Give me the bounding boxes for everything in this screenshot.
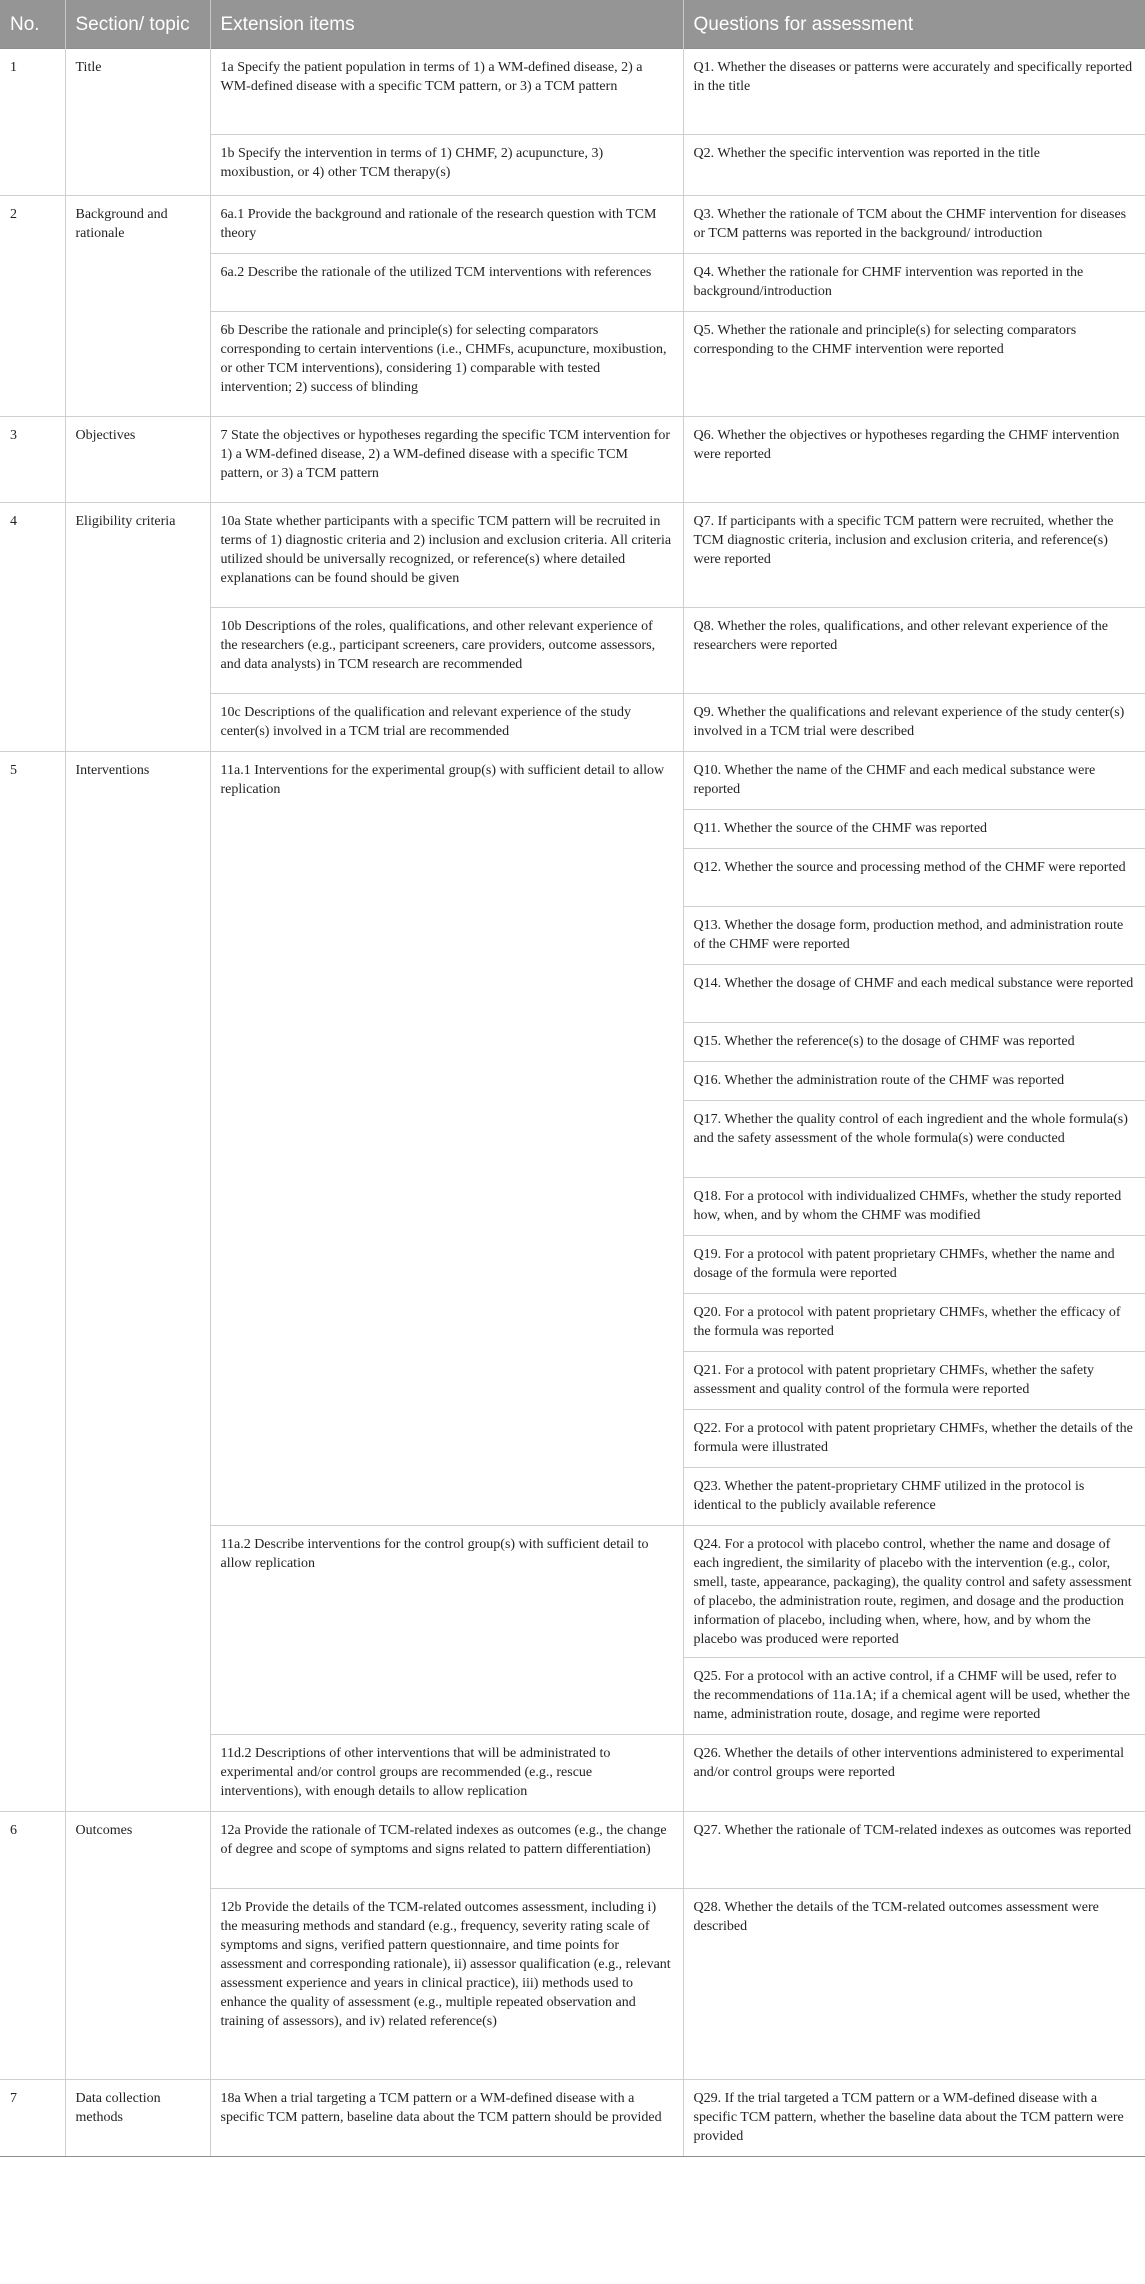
row-number: 3 [0,417,65,503]
row-number: 2 [0,196,65,417]
assessment-question: Q11. Whether the source of the CHMF was reported [683,810,1145,849]
assessment-question: Q12. Whether the source and processing method of the CHMF were reported [683,849,1145,907]
extension-item: 10b Descriptions of the roles, qualifications, and other relevant experience of the researchers (e.g., participant screeners, care providers, outcome assessors, and data analysts) in TCM research are recommended [210,608,683,694]
assessment-question: Q9. Whether the qualifications and relevant experience of the study center(s) involved in a TCM trial were described [683,694,1145,752]
assessment-question: Q2. Whether the specific intervention was reported in the title [683,135,1145,196]
assessment-question: Q19. For a protocol with patent proprietary CHMFs, whether the name and dosage of the formula were reported [683,1236,1145,1294]
header-questions: Questions for assessment [683,0,1145,49]
header-extension: Extension items [210,0,683,49]
assessment-question: Q21. For a protocol with patent proprietary CHMFs, whether the safety assessment and quality control of the formula were reported [683,1352,1145,1410]
section-topic: Background and rationale [65,196,210,417]
section-topic: Interventions [65,752,210,1812]
assessment-question: Q23. Whether the patent-proprietary CHMF utilized in the protocol is identical to the publicly available reference [683,1468,1145,1526]
extension-item: 1a Specify the patient population in terms of 1) a WM-defined disease, 2) a WM-defined disease with a specific TCM pattern, or 3) a TCM pattern [210,49,683,135]
assessment-question: Q18. For a protocol with individualized CHMFs, whether the study reported how, when, and by whom the CHMF was modified [683,1178,1145,1236]
assessment-question: Q29. If the trial targeted a TCM pattern or a WM-defined disease with a specific TCM pattern, whether the baseline data about the TCM pattern were provided [683,2080,1145,2157]
extension-item: 11a.1 Interventions for the experimental group(s) with sufficient detail to allow replication [210,752,683,1526]
assessment-question: Q1. Whether the diseases or patterns were accurately and specifically reported in the title [683,49,1145,135]
table-row [0,417,1145,503]
row-number: 5 [0,752,65,1812]
row-number: 4 [0,503,65,752]
extension-item: 12b Provide the details of the TCM-related outcomes assessment, including i) the measuring methods and standard (e.g., frequency, severity rating scale of symptoms and signs, verified pattern questionnaire, and time points for assessment and corresponding rationale), ii) assessor qualification (e.g., relevant assessment experience and years in clinical practice), iii) methods used to enhance the quality of assessment (e.g., multiple repeated observation and training of assessors), and iv) related reference(s) [210,1889,683,2080]
extension-item: 12a Provide the rationale of TCM-related indexes as outcomes (e.g., the change of degree and scope of symptoms and signs related to pattern differentiation) [210,1812,683,1889]
row-number: 1 [0,49,65,196]
section-topic: Data collection methods [65,2080,210,2157]
assessment-question: Q5. Whether the rationale and principle(s) for selecting comparators corresponding to the CHMF intervention were reported [683,312,1145,417]
extension-item: 6a.2 Describe the rationale of the utilized TCM interventions with references [210,254,683,312]
row-number: 7 [0,2080,65,2157]
extension-item: 18a When a trial targeting a TCM pattern or a WM-defined disease with a specific TCM pattern, baseline data about the TCM pattern should be provided [210,2080,683,2157]
section-topic: Title [65,49,210,196]
assessment-question: Q6. Whether the objectives or hypotheses regarding the CHMF intervention were reported [683,417,1145,503]
assessment-question: Q24. For a protocol with placebo control, whether the name and dosage of each ingredient, the similarity of placebo with the intervention (e.g., color, smell, taste, appearance, packaging), the quality control and safety assessment of placebo, the administration route, regimen, and dosage and the production information of placebo, including when, where, how, and by whom the placebo was produced were reported [683,1526,1145,1658]
extension-item: 10c Descriptions of the qualification and relevant experience of the study center(s) involved in a TCM trial are recommended [210,694,683,752]
table-row [0,196,1145,254]
extension-item: 11d.2 Descriptions of other interventions that will be administrated to experimental and/or control groups are recommended (e.g., rescue interventions), with enough details to allow replication [210,1735,683,1812]
table-row [0,1812,1145,1889]
extension-item: 10a State whether participants with a specific TCM pattern will be recruited in terms of 1) diagnostic criteria and 2) inclusion and exclusion criteria. All criteria utilized should be universally recognized, or reference(s) where detailed explanations can be found should be given [210,503,683,608]
assessment-question: Q8. Whether the roles, qualifications, and other relevant experience of the researchers were reported [683,608,1145,694]
assessment-question: Q25. For a protocol with an active control, if a CHMF will be used, refer to the recommendations of 11a.1A; if a chemical agent will be used, whether the name, administration route, dosage, and regime were reported [683,1658,1145,1735]
table-row [0,752,1145,810]
assessment-question: Q4. Whether the rationale for CHMF intervention was reported in the background/introduction [683,254,1145,312]
assessment-question: Q27. Whether the rationale of TCM-related indexes as outcomes was reported [683,1812,1145,1889]
header-no: No. [0,0,65,49]
section-topic: Outcomes [65,1812,210,2080]
assessment-question: Q28. Whether the details of the TCM-related outcomes assessment were described [683,1889,1145,2080]
header-section: Section/ topic [65,0,210,49]
assessment-question: Q3. Whether the rationale of TCM about the CHMF intervention for diseases or TCM patterns was reported in the background/ introduction [683,196,1145,254]
assessment-question: Q13. Whether the dosage form, production method, and administration route of the CHMF were reported [683,907,1145,965]
assessment-question: Q10. Whether the name of the CHMF and each medical substance were reported [683,752,1145,810]
assessment-question: Q20. For a protocol with patent proprietary CHMFs, whether the efficacy of the formula was reported [683,1294,1145,1352]
assessment-question: Q16. Whether the administration route of the CHMF was reported [683,1062,1145,1101]
assessment-question: Q17. Whether the quality control of each ingredient and the whole formula(s) and the safety assessment of the whole formula(s) were conducted [683,1101,1145,1178]
table-row [0,503,1145,608]
table-header [0,0,1145,49]
extension-item: 11a.2 Describe interventions for the control group(s) with sufficient detail to allow replication [210,1526,683,1735]
assessment-question: Q14. Whether the dosage of CHMF and each medical substance were reported [683,965,1145,1023]
section-topic: Objectives [65,417,210,503]
row-number: 6 [0,1812,65,2080]
assessment-question: Q22. For a protocol with patent proprietary CHMFs, whether the details of the formula were illustrated [683,1410,1145,1468]
extension-item: 6b Describe the rationale and principle(s) for selecting comparators corresponding to certain interventions (i.e., CHMFs, acupuncture, moxibustion, or other TCM interventions), considering 1) comparable with tested intervention; 2) success of blinding [210,312,683,417]
assessment-question: Q7. If participants with a specific TCM pattern were recruited, whether the TCM diagnostic criteria, inclusion and exclusion criteria, and reference(s) were reported [683,503,1145,608]
section-topic: Eligibility criteria [65,503,210,752]
assessment-question: Q26. Whether the details of other interventions administered to experimental and/or control groups were reported [683,1735,1145,1812]
extension-item: 6a.1 Provide the background and rationale of the research question with TCM theory [210,196,683,254]
extension-item: 7 State the objectives or hypotheses regarding the specific TCM intervention for 1) a WM-defined disease, 2) a WM-defined disease with a specific TCM pattern, or 3) a TCM pattern [210,417,683,503]
assessment-question: Q15. Whether the reference(s) to the dosage of CHMF was reported [683,1023,1145,1062]
extension-item: 1b Specify the intervention in terms of 1) CHMF, 2) acupuncture, 3) moxibustion, or 4) other TCM therapy(s) [210,135,683,196]
table-row [0,2080,1145,2157]
table-row [0,49,1145,135]
